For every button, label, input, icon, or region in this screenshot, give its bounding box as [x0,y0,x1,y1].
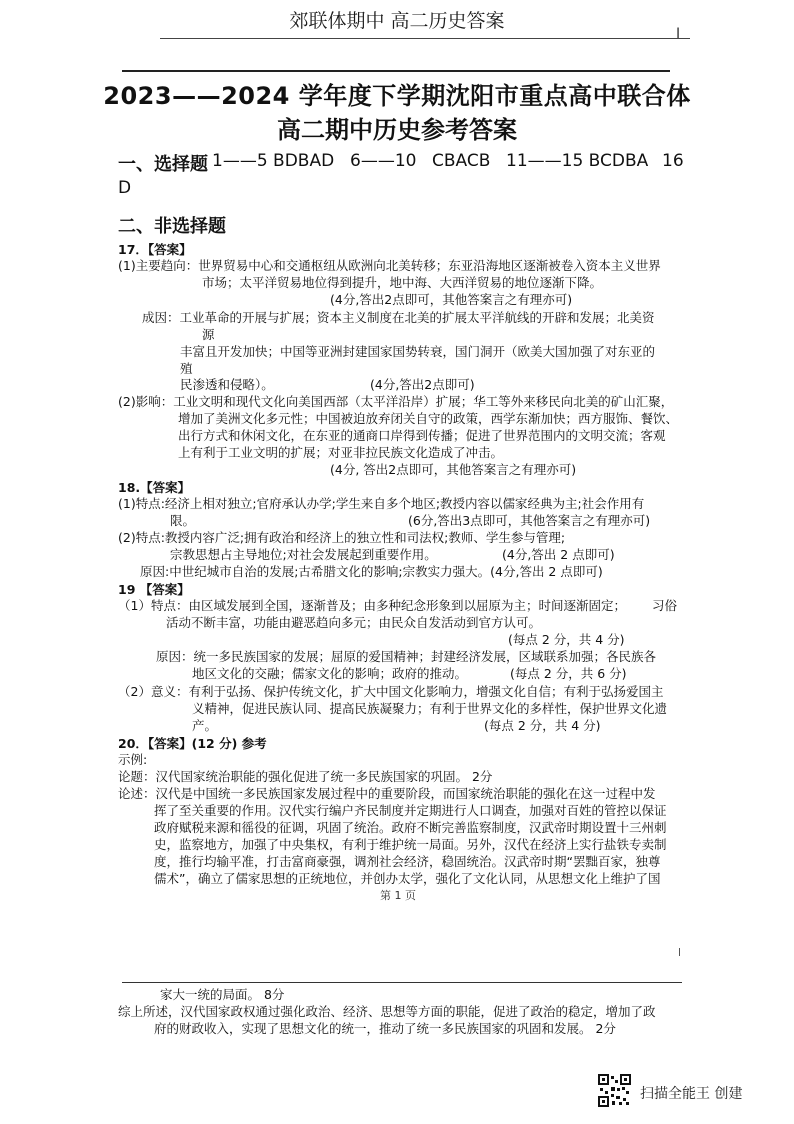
page-header-text: 郊联体期中 高二历史答案 [289,10,505,32]
page-break-rule [122,982,682,983]
q17-part2-line: 上有利于工业文明的扩展；对亚非拉民族文化造成了冲击。 [178,445,504,460]
page-number: 第 1 页 [380,889,416,902]
q17-part1-score: (4分,答出2点即可，其他答案言之有理亦可) [330,292,573,307]
q18-part2-score: (4分,答出 2 点即可) [502,547,615,562]
q20-argument-continued: 家大一统的局面。 8分 [160,987,285,1002]
q17-heading: 17．【答案】 [118,242,192,257]
choice-answers-6-10: CBACB [432,151,491,171]
scanner-brand-watermark: 扫描全能王 创建 [640,1086,743,1102]
q17-cause-score: (4分,答出2点即可) [370,377,475,392]
q19-part2-line: 义精神，促进民族认同、提高民族凝聚力；有利于世界文化的多样性，保护世界文化遗 [192,701,668,716]
q18-part1-score: (6分,答出3点即可，其他答案言之有理亦可) [408,513,651,528]
q20-argument-line: 度，推行均输平准，打击富商豪强，调剂社会经济，稳固统治。汉武帝时期“罢黜百家，独尊 [154,854,661,869]
q20-summary-line: 府的财政收入，实现了思想文化的统一，推动了统一多民族国家的巩固和发展。 2分 [154,1021,616,1036]
q20-argument-line: 论述：汉代是中国统一多民族国家发展过程中的重要阶段，而国家统治职能的强化在这一过程中发 [118,786,656,801]
q17-part2-score: (4分, 答出2点即可，其他答案言之有理亦可) [330,462,577,477]
q19-part1-line-end: 习俗 [652,598,678,613]
q18-part1-line: 限。 [170,513,196,528]
q17-cause-line: 源 [202,327,215,342]
q18-part2-line: (2)特点:教授内容广泛;拥有政治和经济上的独立性和司法权;教师、学生参与管理; [118,530,566,545]
q19-part1-line: 活动不断丰富，功能由避恶趋向多元；由民众自发活动到官方认可。 [166,615,542,630]
q17-part2-line: (2)影响：工业文明和现代文化向美国西部（太平洋沿岸）扩展；华工等外来移民向北美的矿山汇聚， [118,394,674,409]
section2-label: 二、非选择题 [118,216,226,237]
q19-heading: 19 【答案】 [118,582,190,597]
header-rule [122,70,670,72]
q17-cause-line: 殖 [180,361,193,376]
q20-summary-line: 综上所述，汉代国家政权通过强化政治、经济、思想等方面的职能，促进了政治的稳定，增加了政 [118,1004,656,1019]
q19-part2-line: 产。 [192,718,218,733]
choice-answers-6-10-label: 6——10 [350,151,417,171]
scan-mark [679,948,680,956]
document-title-line2: 高二期中历史参考答案 [277,116,517,144]
q20-argument-line: 政府赋税来源和徭役的征调，巩固了统治。政府不断完善监察制度，汉武帝时期设置十三州刺 [154,820,667,835]
q17-part2-line: 增加了美洲文化多元性；中国被迫放弃闭关自守的政策，西学东渐加快；西方服饰、餐饮、 [178,411,679,426]
section1-label: 一、选择题 [118,154,208,175]
q18-part1-line: (1)特点:经济上相对独立;官府承认办学;学生来自多个地区;教授内容以儒家经典为主;社会作用有 [118,496,645,511]
q20-argument-line: 儒术”，确立了儒家思想的正统地位，并创办太学，强化了文化认同，从思想文化上维护了国 [154,871,661,886]
q17-cause-line: 民渗透和侵略）。 [180,377,274,392]
q19-part1-score: (每点 2 分，共 4 分) [508,632,625,647]
q17-cause-line: 成因：工业革命的开展与扩展；资本主义制度在北美的扩展太平洋航线的开辟和发展；北美资 [142,310,655,325]
q20-thesis: 论题：汉代国家统治职能的强化促进了统一多民族国家的巩固。 2分 [118,769,493,784]
header-rule-top [160,38,690,39]
q19-reason-line: 原因：统一多民族国家的发展；屈原的爱国精神；封建经济发展，区域联系加强；各民族各 [156,649,657,664]
q17-part1-line: 市场；太平洋贸易地位得到提升，地中海、大西洋贸易的地位逐渐下降。 [202,275,603,290]
q19-part1-line: （1）特点：由区域发展到全国，逐渐普及；由多种纪念形象到以屈原为主；时间逐渐固定； [118,598,626,613]
q17-part1-line: (1)主要趋向：世界贸易中心和交通枢纽从欧洲向北美转移；东亚沿海地区逐渐被卷入资本主义世界 [118,258,661,273]
qr-code-icon [598,1074,631,1107]
q20-argument-line: 挥了至关重要的作用。汉代实行编户齐民制度并定期进行人口调查，加强对百姓的管控以保证 [154,803,667,818]
q17-part2-line: 出行方式和休闲文化，在东亚的通商口岸得到传播；促进了世界范围内的文明交流；客观 [178,428,666,443]
document-title-line1: 2023——2024 学年度下学期沈阳市重点高中联合体 [103,82,691,110]
q19-reason-score: (每点 2 分，共 6 分) [510,666,627,681]
corner-mark: I [676,26,681,42]
q19-reason-line: 地区文化的交融；儒家文化的影响；政府的推动。 [192,666,468,681]
q20-heading: 20．【答案】(12 分) 参考 [118,736,267,751]
q18-reason-line: 原因:中世纪城市自治的发展;古希腊文化的影响;宗教实力强大。(4分,答出 2 点即可) [140,564,603,579]
q19-part2-score: (每点 2 分，共 4 分) [484,718,601,733]
choice-answers-1-5: 1——5 BDBAD [212,151,335,171]
q18-heading: 18.【答案】 [118,480,191,495]
choice-answers-11-15: 11——15 BCDBA [506,151,649,171]
q20-argument-line: 史，监察地方，加强了中央集权，有利于维护统一局面。另外，汉代在经济上实行盐铁专卖制 [154,837,667,852]
q20-example-label: 示例: [118,752,148,767]
q19-part2-line: （2）意义：有利于弘扬、保护传统文化，扩大中国文化影响力，增强文化自信；有利于弘扬爱国主 [118,684,664,699]
choice-answers-16-label: 16 [662,151,684,171]
q17-cause-line: 丰富且开发加快；中国等亚洲封建国家国势转衰，国门洞开（欧美大国加强了对东亚的 [180,344,656,359]
q18-part2-line: 宗教思想占主导地位;对社会发展起到重要作用。 [170,547,437,562]
choice-answer-16: D [118,178,132,198]
